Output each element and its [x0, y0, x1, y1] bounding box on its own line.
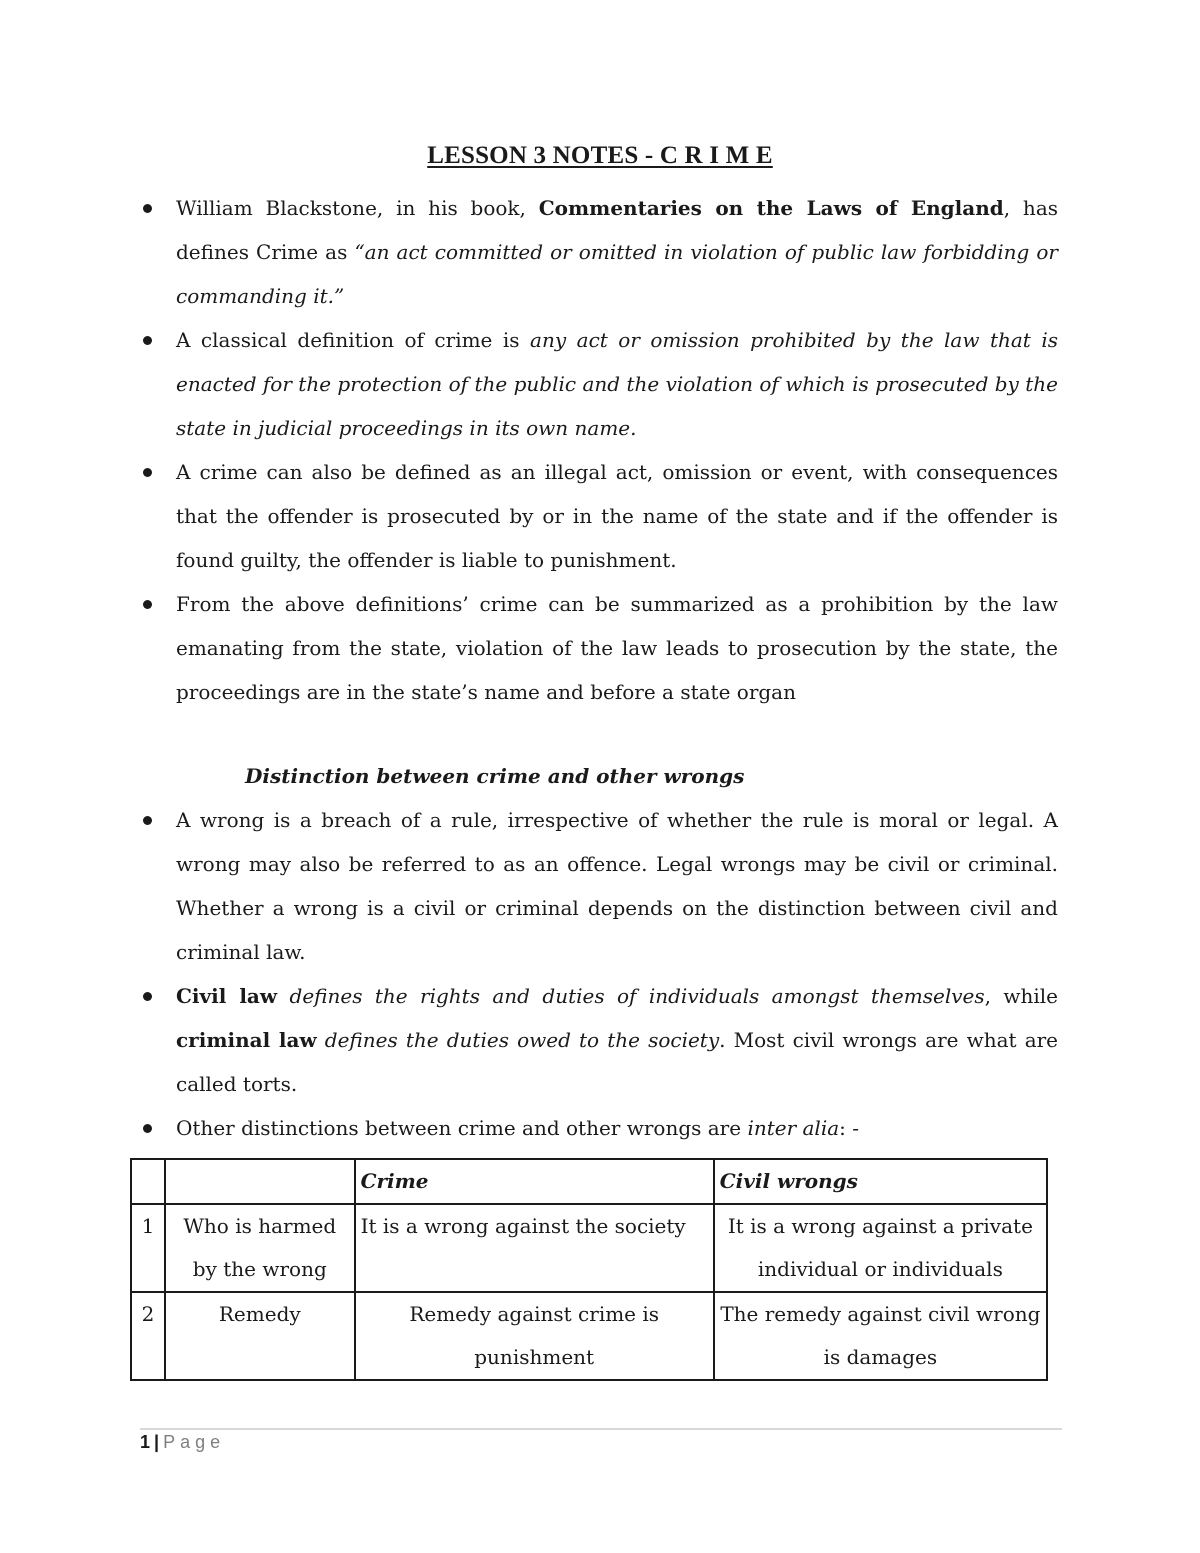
- table-header-row: [131, 1159, 1047, 1204]
- page-title: LESSON 3 NOTES - C R I M E: [427, 142, 773, 169]
- header-cell: [131, 1159, 165, 1204]
- blackstone-quote: “an act committed or omitted in violation of public law forbidding or commanding it.”: [176, 240, 1058, 308]
- row-label: Who is harmed by the wrong: [165, 1204, 355, 1292]
- page-label: Page: [163, 1432, 226, 1452]
- table-row: [131, 1204, 1047, 1292]
- row-number: 2: [131, 1292, 165, 1380]
- footer-divider: [140, 1428, 1062, 1430]
- bullet-icon: [143, 204, 152, 213]
- footer-separator: |: [154, 1432, 160, 1452]
- header-cell: [165, 1159, 355, 1204]
- bullet-icon: [143, 600, 152, 609]
- section-heading: Distinction between crime and other wrongs: [245, 764, 745, 788]
- bullet-icon: [143, 1124, 152, 1133]
- distinctions-list: [176, 798, 1058, 1150]
- bullet-icon: [143, 992, 152, 1001]
- header-cell-civil-wrongs: Civil wrongs: [714, 1159, 1047, 1204]
- crime-cell: It is a wrong against the society: [355, 1204, 714, 1292]
- book-title: Commentaries on the Laws of England: [538, 196, 1004, 220]
- bullet-icon: [143, 468, 152, 477]
- bullet-icon: [143, 336, 152, 345]
- list-item: A wrong is a breach of a rule, irrespective of whether the rule is moral or legal. A wrong may also be referred to as an offence. Legal wrongs may be civil or criminal. Whether a wrong is a civil or criminal depends on the distinction between civil and criminal law.: [176, 798, 1058, 974]
- page-footer: [140, 1432, 225, 1453]
- definitions-list: [176, 186, 1058, 714]
- table-row: [131, 1292, 1047, 1380]
- row-label: Remedy: [165, 1292, 355, 1380]
- crime-cell: Remedy against crime is punishment: [355, 1292, 714, 1380]
- header-cell-crime: Crime: [355, 1159, 714, 1204]
- list-item: William Blackstone, in his book, Commentaries on the Laws of England, has defines Crime as “an act committed or omitted in violation of public law forbidding or commanding it.”: [176, 186, 1058, 318]
- civil-cell: The remedy against civil wrong is damages: [714, 1292, 1047, 1380]
- civil-cell: It is a wrong against a private individual or individuals: [714, 1204, 1047, 1292]
- bullet-icon: [143, 816, 152, 825]
- comparison-table: [130, 1158, 1048, 1381]
- list-item: Other distinctions between crime and other wrongs are inter alia: -: [176, 1106, 1058, 1150]
- list-item: A classical definition of crime is any act or omission prohibited by the law that is enacted for the protection of the public and the violation of which is prosecuted by the state in judicial proceedings in its own name.: [176, 318, 1058, 450]
- list-item: From the above definitions’ crime can be summarized as a prohibition by the law emanating from the state, violation of the law leads to prosecution by the state, the proceedings are in the state’s name and before a state organ: [176, 582, 1058, 714]
- page-number: 1: [140, 1432, 151, 1452]
- list-item: Civil law defines the rights and duties of individuals amongst themselves, while criminal law defines the duties owed to the society. Most civil wrongs are what are called torts.: [176, 974, 1058, 1106]
- row-number: 1: [131, 1204, 165, 1292]
- list-item: A crime can also be defined as an illegal act, omission or event, with consequences that the offender is prosecuted by or in the name of the state and if the offender is found guilty, the offender is liable to punishment.: [176, 450, 1058, 582]
